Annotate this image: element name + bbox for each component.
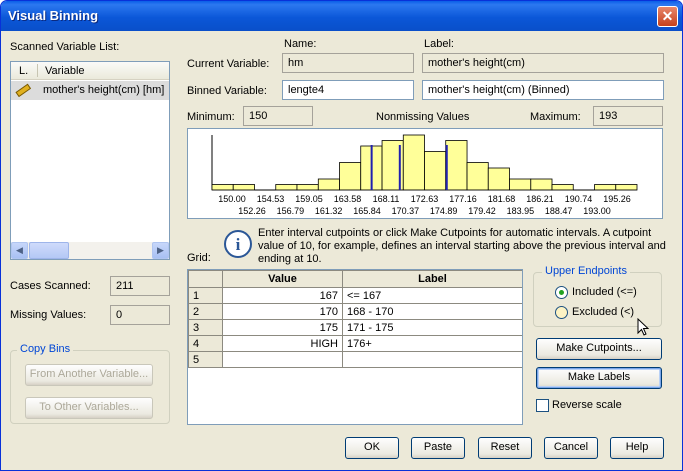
histogram-bar <box>595 185 616 191</box>
from-another-variable-button[interactable]: From Another Variable... <box>25 364 153 386</box>
copy-bins-title: Copy Bins <box>17 343 73 355</box>
row-number[interactable]: 2 <box>189 304 223 320</box>
grid-corner <box>189 271 223 288</box>
cell-value[interactable]: HIGH <box>223 336 343 352</box>
col-level-header[interactable]: L. <box>19 65 29 77</box>
binned-variable-label: Binned Variable: <box>187 85 267 97</box>
histogram-tick-lower: 179.42 <box>468 206 496 216</box>
histogram-tick-upper: 163.58 <box>333 194 362 204</box>
excluded-radio[interactable] <box>555 306 568 319</box>
included-radio[interactable] <box>555 286 568 299</box>
histogram-bar <box>488 168 509 190</box>
missing-values-value: 0 <box>110 305 170 325</box>
horizontal-scrollbar[interactable] <box>11 242 169 259</box>
reverse-scale-label[interactable]: Reverse scale <box>552 399 622 411</box>
histogram-tick-upper: 168.11 <box>372 194 400 204</box>
scroll-left-icon[interactable]: ◀ <box>11 242 28 259</box>
histogram-bar <box>446 141 467 191</box>
excluded-label[interactable]: Excluded (<) <box>572 306 635 318</box>
binned-variable-name-input[interactable]: lengte4 <box>282 80 414 100</box>
help-button[interactable]: Help <box>610 437 664 459</box>
histogram-panel[interactable] <box>187 128 663 219</box>
histogram-bar <box>509 179 530 190</box>
name-header: Name: <box>284 38 317 50</box>
histogram-bar <box>531 179 552 190</box>
table-row[interactable] <box>189 320 523 336</box>
histogram-tick-upper: 150.00 <box>218 194 246 204</box>
histogram-bar <box>297 185 318 191</box>
histogram-title: Nonmissing Values <box>376 111 470 123</box>
cell-value[interactable]: 175 <box>223 320 343 336</box>
histogram-bar <box>425 152 446 191</box>
close-icon: ✕ <box>661 8 674 24</box>
histogram-tick-lower: 152.26 <box>238 206 266 216</box>
histogram-tick-upper: 181.68 <box>487 194 516 204</box>
cell-value[interactable] <box>223 352 343 368</box>
histogram-tick-upper: 159.05 <box>295 194 323 204</box>
histogram-bar <box>340 163 361 191</box>
histogram-tick-lower: 188.47 <box>544 206 573 216</box>
table-row[interactable] <box>189 336 523 352</box>
scanned-variable-list[interactable] <box>10 61 170 260</box>
histogram-tick-lower: 193.00 <box>583 206 611 216</box>
paste-button[interactable]: Paste <box>411 437 465 459</box>
cancel-button[interactable]: Cancel <box>544 437 598 459</box>
current-variable-var-label: mother's height(cm) <box>422 53 664 73</box>
scale-ruler-icon <box>15 83 31 97</box>
close-button[interactable] <box>657 6 678 27</box>
missing-values-label: Missing Values: <box>10 309 87 321</box>
cell-value[interactable]: 167 <box>223 288 343 304</box>
reset-button[interactable]: Reset <box>478 437 532 459</box>
current-variable-label: Current Variable: <box>187 58 270 70</box>
cell-label[interactable]: <= 167 <box>343 288 523 304</box>
upper-endpoints-title: Upper Endpoints <box>542 265 630 277</box>
grid-col-value[interactable]: Value <box>223 271 343 288</box>
histogram-bar <box>212 185 233 191</box>
svg-text:i: i <box>235 235 241 254</box>
binned-variable-label-input[interactable]: mother's height(cm) (Binned) <box>422 80 664 100</box>
grid-label: Grid: <box>187 252 211 264</box>
title-bar[interactable] <box>1 1 683 31</box>
histogram-tick-lower: 174.89 <box>429 206 458 216</box>
copy-bins-group <box>10 343 170 424</box>
row-number[interactable]: 3 <box>189 320 223 336</box>
minimum-value: 150 <box>243 106 313 126</box>
col-variable-header[interactable]: Variable <box>45 65 85 77</box>
cell-label[interactable]: 171 - 175 <box>343 320 523 336</box>
histogram-tick-upper: 177.16 <box>449 194 477 204</box>
info-icon <box>223 229 253 259</box>
histogram-bar <box>467 163 488 191</box>
list-item-label: mother's height(cm) [hm] <box>43 84 165 96</box>
histogram-bar <box>318 179 339 190</box>
histogram-bar <box>403 135 424 190</box>
row-number[interactable]: 5 <box>189 352 223 368</box>
list-item[interactable] <box>11 81 169 100</box>
ok-button[interactable]: OK <box>345 437 399 459</box>
make-labels-button[interactable]: Make Labels <box>536 367 662 389</box>
maximum-label: Maximum: <box>530 111 581 123</box>
cell-label[interactable]: 168 - 170 <box>343 304 523 320</box>
cases-scanned-value: 211 <box>110 276 170 296</box>
cutpoint-grid[interactable] <box>187 269 523 425</box>
histogram-tick-lower: 156.79 <box>276 206 305 216</box>
histogram-tick-upper: 172.63 <box>410 194 439 204</box>
row-number[interactable]: 1 <box>189 288 223 304</box>
minimum-label: Minimum: <box>187 111 235 123</box>
grid-col-label[interactable]: Label <box>343 271 523 288</box>
to-other-variables-button[interactable]: To Other Variables... <box>25 397 153 419</box>
histogram-bar <box>552 185 573 191</box>
histogram-bar <box>276 185 297 191</box>
histogram-tick-upper: 190.74 <box>564 194 593 204</box>
scroll-thumb[interactable] <box>29 242 69 259</box>
cell-label[interactable]: 176+ <box>343 336 523 352</box>
row-number[interactable]: 4 <box>189 336 223 352</box>
current-variable-name: hm <box>282 53 414 73</box>
histogram-tick-lower: 183.95 <box>506 206 535 216</box>
maximum-value: 193 <box>593 106 663 126</box>
scroll-right-icon[interactable]: ▶ <box>152 242 169 259</box>
histogram-chart <box>188 129 662 218</box>
histogram-tick-lower: 161.32 <box>314 206 343 216</box>
table-row[interactable] <box>189 352 523 368</box>
cell-value[interactable]: 170 <box>223 304 343 320</box>
label-header: Label: <box>424 38 454 50</box>
table-row[interactable] <box>189 304 523 320</box>
histogram-bar <box>616 185 637 191</box>
histogram-tick-upper: 186.21 <box>526 194 554 204</box>
info-text: Enter interval cutpoints or click Make Cutpoints for automatic intervals. A cutpoint value of 10, for example, defines an interval starting above the previous interval and ending at 10. <box>258 227 666 265</box>
cases-scanned-label: Cases Scanned: <box>10 280 91 292</box>
mouse-pointer-icon <box>637 318 651 338</box>
histogram-bar <box>233 185 254 191</box>
cell-label[interactable] <box>343 352 523 368</box>
table-row[interactable] <box>189 288 523 304</box>
window-title: Visual Binning <box>8 8 99 23</box>
reverse-scale-checkbox[interactable] <box>536 399 549 412</box>
histogram-tick-upper: 154.53 <box>256 194 285 204</box>
included-label[interactable]: Included (<=) <box>572 286 637 298</box>
histogram-tick-lower: 170.37 <box>391 206 420 216</box>
histogram-tick-lower: 165.84 <box>353 206 381 216</box>
list-header <box>11 62 169 80</box>
make-cutpoints-button[interactable]: Make Cutpoints... <box>536 338 662 360</box>
scanned-variable-list-label: Scanned Variable List: <box>10 41 120 53</box>
histogram-tick-upper: 195.26 <box>603 194 631 204</box>
